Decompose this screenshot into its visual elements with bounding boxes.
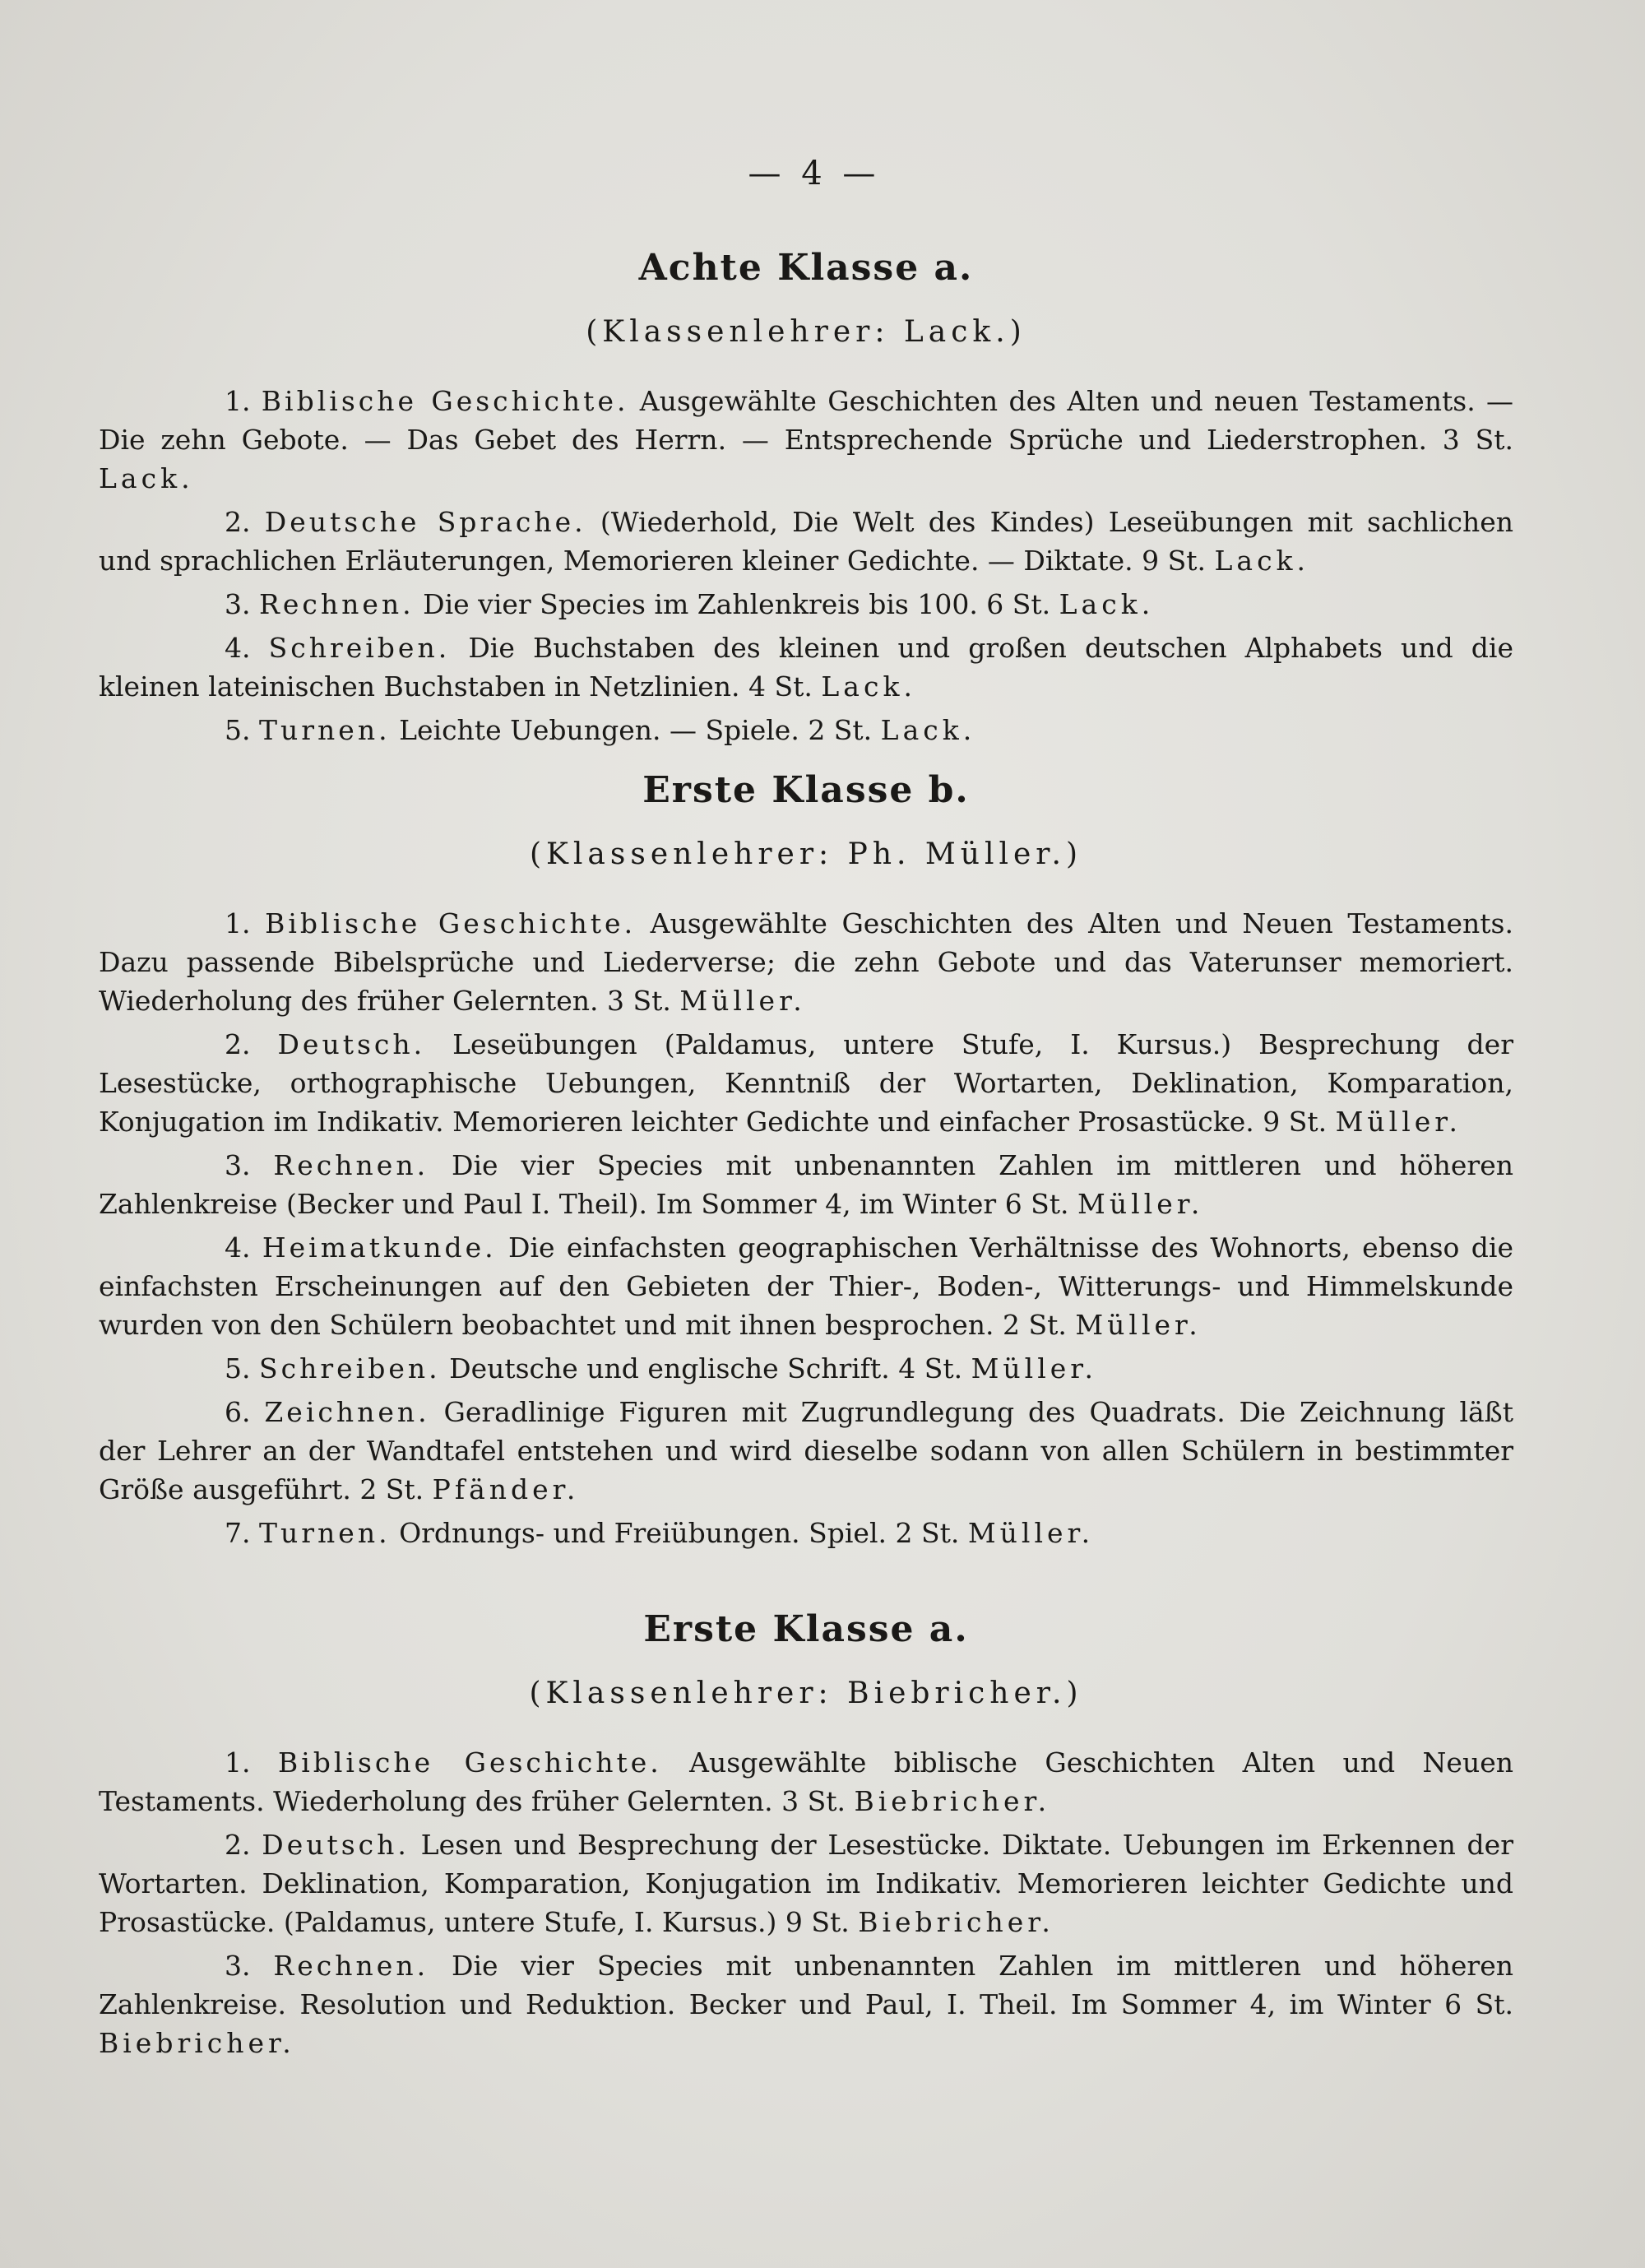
subject-item: [99, 1743, 1513, 1820]
item-number: 1.: [225, 385, 251, 417]
item-text: Die vier Species im Zahlenkreis bis 100. 6 St.: [423, 588, 1051, 620]
item-number: 3.: [225, 1950, 251, 1982]
item-text: Ausgewählte biblische Geschichten Alten und Neuen Testaments. Wiederholung des früher Gelernten. 3 St.: [99, 1746, 1513, 1817]
item-number: 1.: [225, 907, 251, 939]
section-erste-klasse-a: [99, 1608, 1513, 2067]
item-text: (Wiederhold, Die Welt des Kindes) Leseübungen mit sachlichen und sprachlichen Erläuterungen, Memorieren kleiner Gedichte. — Diktate. 9 St.: [99, 506, 1513, 577]
item-number: 3.: [225, 1149, 251, 1181]
section-heading: Erste Klasse a.: [643, 1608, 969, 1650]
subject-item: [99, 1228, 1513, 1344]
item-number: 4.: [225, 632, 251, 664]
subject-item: [99, 1825, 1513, 1941]
item-text: Ausgewählte Geschichten des Alten und Neuen Testaments. Dazu passende Bibelsprüche und Liederverse; die zehn Gebote und das Vaterunser memoriert. Wiederholung des früher Gelernten. 3 St.: [99, 907, 1513, 1017]
item-text: Ordnungs- und Freiübungen. Spiel. 2 St.: [399, 1517, 960, 1549]
item-teacher: Müller.: [679, 985, 806, 1017]
item-text: Lesen und Besprechung der Lesestücke. Diktate. Uebungen im Erkennen der Wortarten. Deklination, Komparation, Konjugation im Indikativ. Memorieren leichter Gedichte und Prosastücke. (Paldamus, untere Stufe, I. Kursus.) 9 St.: [99, 1829, 1513, 1938]
item-number: 2.: [225, 1829, 251, 1861]
item-number: 1.: [225, 1746, 251, 1779]
item-subject: Rechnen.: [259, 588, 415, 620]
subject-item: [99, 1025, 1513, 1141]
item-teacher: Lack.: [1214, 545, 1310, 577]
item-text: Die vier Species mit unbenannten Zahlen im mittleren und höheren Zahlenkreise. Resolution und Reduktion. Becker und Paul, I. Theil. Im Sommer 4, im Winter 6 St.: [99, 1950, 1513, 2020]
item-teacher: Lack.: [880, 714, 976, 746]
item-subject: Heimatkunde.: [262, 1231, 497, 1264]
item-text: Geradlinige Figuren mit Zugrundlegung des Quadrats. Die Zeichnung läßt der Lehrer an der Wandtafel entstehen und wird dieselbe sodann von allen Schülern in bestimmter Größe ausgeführt. 2 St.: [99, 1396, 1513, 1505]
section-heading: Achte Klasse a.: [638, 247, 974, 289]
subject-item: [99, 382, 1513, 498]
subject-item: [99, 1514, 1513, 1552]
item-number: 6.: [225, 1396, 251, 1428]
item-subject: Deutsch.: [277, 1028, 426, 1060]
item-number: 2.: [225, 506, 251, 538]
subject-item: [99, 628, 1513, 706]
item-subject: Rechnen.: [273, 1149, 429, 1181]
item-teacher: Müller.: [971, 1352, 1097, 1384]
subject-item: [99, 585, 1513, 624]
item-subject: Rechnen.: [273, 1950, 429, 1982]
item-number: 2.: [225, 1028, 251, 1060]
section-erste-klasse-b: [99, 769, 1513, 1557]
item-subject: Deutsch.: [262, 1829, 410, 1861]
item-subject: Biblische Geschichte.: [265, 907, 637, 939]
item-number: 5.: [225, 1352, 251, 1384]
page-number: — 4 —: [748, 155, 881, 192]
item-text: Leseübungen (Paldamus, untere Stufe, I. Kursus.) Besprechung der Lesestücke, orthographische Uebungen, Kenntniß der Wortarten, Deklination, Komparation, Konjugation im Indikativ. Memorieren leichter Gedichte und einfacher Prosastücke. 9 St.: [99, 1028, 1513, 1138]
item-teacher: Biebricher.: [854, 1785, 1051, 1817]
item-teacher: Müller.: [1075, 1309, 1202, 1341]
item-number: 3.: [225, 588, 251, 620]
item-subject: Turnen.: [259, 714, 391, 746]
subject-item: [99, 503, 1513, 580]
class-teacher: (Klassenlehrer: Biebricher.): [529, 1677, 1083, 1710]
subject-item: [99, 1349, 1513, 1388]
item-text: Die Buchstaben des kleinen und großen deutschen Alphabets und die kleinen lateinischen Buchstaben in Netzlinien. 4 St.: [99, 632, 1513, 703]
item-number: 7.: [225, 1517, 251, 1549]
item-teacher: Lack.: [821, 670, 916, 703]
item-number: 5.: [225, 714, 251, 746]
item-number: 4.: [225, 1231, 251, 1264]
item-text: Die einfachsten geographischen Verhältnisse des Wohnorts, ebenso die einfachsten Erscheinungen auf den Gebieten der Thier-, Boden-, Witterungs- und Himmelskunde wurden von den Schülern beobachtet und mit ihnen besprochen. 2 St.: [99, 1231, 1513, 1341]
item-teacher: Lack.: [1059, 588, 1155, 620]
subject-item: [99, 1946, 1513, 2062]
item-teacher: Biebricher.: [99, 2027, 295, 2059]
subject-item: [99, 1146, 1513, 1223]
item-teacher: Lack.: [99, 462, 194, 494]
class-teacher: (Klassenlehrer: Lack.): [586, 315, 1026, 349]
subject-item: [99, 1393, 1513, 1509]
section-heading: Erste Klasse b.: [642, 769, 970, 811]
item-teacher: Pfänder.: [432, 1473, 580, 1505]
item-teacher: Müller.: [1077, 1188, 1204, 1220]
item-text: Ausgewählte Geschichten des Alten und neuen Testaments. — Die zehn Gebote. — Das Gebet des Herrn. — Entsprechende Sprüche und Liederstrophen. 3 St.: [99, 385, 1513, 456]
item-text: Leichte Uebungen. — Spiele. 2 St.: [399, 714, 873, 746]
subject-item: [99, 711, 1513, 749]
item-subject: Schreiben.: [268, 632, 451, 664]
item-teacher: Biebricher.: [858, 1906, 1054, 1938]
item-subject: Turnen.: [259, 1517, 391, 1549]
item-subject: Schreiben.: [259, 1352, 441, 1384]
item-text: Deutsche und englische Schrift. 4 St.: [449, 1352, 963, 1384]
item-subject: Biblische Geschichte.: [277, 1746, 662, 1779]
item-subject: Deutsche Sprache.: [264, 506, 586, 538]
subject-item: [99, 904, 1513, 1020]
item-text: Die vier Species mit unbenannten Zahlen im mittleren und höheren Zahlenkreise (Becker und Paul I. Theil). Im Sommer 4, im Winter 6 St.: [99, 1149, 1513, 1220]
section-achte-klasse-a: [99, 247, 1513, 754]
item-teacher: Müller.: [967, 1517, 1095, 1549]
item-subject: Biblische Geschichte.: [261, 385, 629, 417]
item-subject: Zeichnen.: [264, 1396, 430, 1428]
item-teacher: Müller.: [1335, 1106, 1462, 1138]
class-teacher: (Klassenlehrer: Ph. Müller.): [529, 837, 1083, 871]
